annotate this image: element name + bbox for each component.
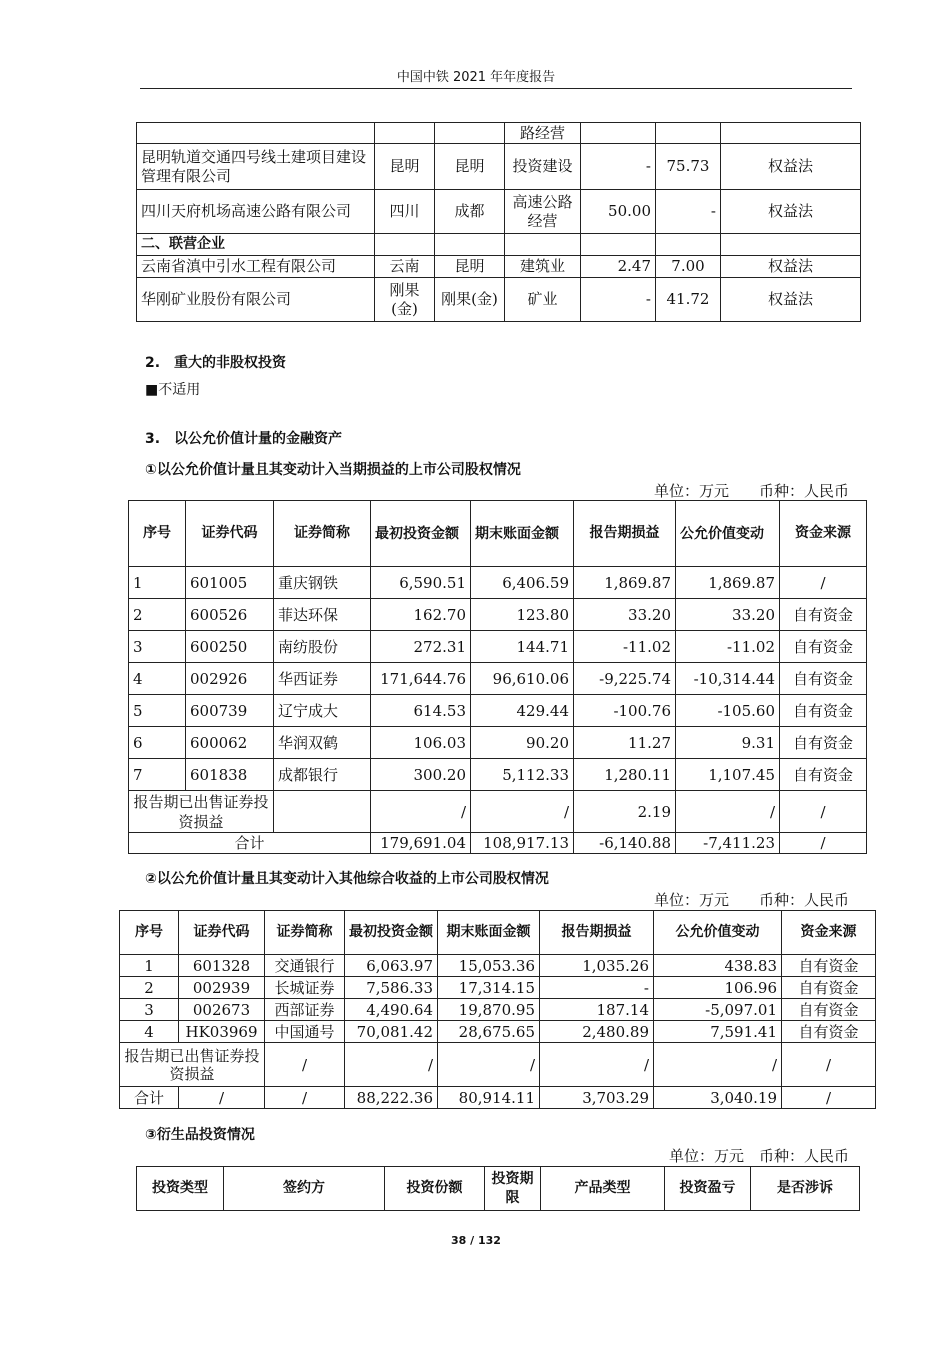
table-cell: 179,691.04 (371, 833, 471, 854)
table-row (137, 234, 861, 256)
table-cell: 75.73 (656, 144, 721, 190)
column-header: 报告期损益 (574, 501, 676, 567)
table-cell: 高速公路经营 (505, 190, 581, 234)
table-cell: - (540, 977, 654, 999)
column-header: 是否涉诉 (751, 1167, 860, 1211)
table-cell: 四川 (375, 190, 435, 234)
table-cell: 刚果(金) (375, 278, 435, 322)
table-cell: 6,406.59 (471, 567, 574, 599)
unit-label: 单位：万元 币种：人民币 (653, 482, 849, 500)
page-header: 中国中铁 2021 年年度报告 (396, 70, 556, 85)
table-cell: 中国通号 (265, 1021, 345, 1043)
table-cell: 600250 (186, 631, 274, 663)
table-cell: 自有资金 (780, 599, 867, 631)
table-cell: 5,112.33 (471, 759, 574, 791)
table-cell: 002926 (186, 663, 274, 695)
table-row (120, 1021, 876, 1043)
table-cell: 600062 (186, 727, 274, 759)
section-label: 二、联营企业 (137, 234, 375, 256)
table-cell: 权益法 (721, 256, 861, 278)
table-cell: 272.31 (371, 631, 471, 663)
table-cell: 88,222.36 (345, 1087, 438, 1109)
table-row (129, 791, 867, 833)
derivative-table (136, 1166, 860, 1211)
column-header: 报告期损益 (540, 911, 654, 955)
column-header: 最初投资金额 (345, 911, 438, 955)
table-cell: / (471, 791, 574, 833)
table-row (120, 1087, 876, 1109)
header-rule (140, 88, 852, 89)
table-cell: 4,490.64 (345, 999, 438, 1021)
table-cell: 90.20 (471, 727, 574, 759)
table-cell: 合计 (120, 1087, 179, 1109)
table-cell: -6,140.88 (574, 833, 676, 854)
section-3-title: 3. 以公允价值计量的金融资产 (145, 431, 343, 447)
table-cell: / (179, 1087, 265, 1109)
table-cell: 西部证券 (265, 999, 345, 1021)
table-cell: / (780, 833, 867, 854)
table-cell: / (782, 1087, 876, 1109)
table-row (137, 144, 861, 190)
table-row (137, 278, 861, 322)
table-cell: -7,411.23 (676, 833, 780, 854)
table-cell: 昆明 (435, 256, 505, 278)
table-cell: 002673 (179, 999, 265, 1021)
investee-table (136, 122, 861, 322)
table-cell: 17,314.15 (438, 977, 540, 999)
unit-label: 单位：万元 币种：人民币 (668, 1147, 849, 1165)
table-cell: 成都银行 (274, 759, 371, 791)
table-cell: 600526 (186, 599, 274, 631)
column-header: 序号 (120, 911, 179, 955)
table-cell: 15,053.36 (438, 955, 540, 977)
table-cell: 1,107.45 (676, 759, 780, 791)
table-row (129, 759, 867, 791)
table-row (129, 727, 867, 759)
table-cell: 438.83 (654, 955, 782, 977)
column-header: 产品类型 (541, 1167, 665, 1211)
table-cell: 601838 (186, 759, 274, 791)
table-cell: 41.72 (656, 278, 721, 322)
table-cell: 自有资金 (780, 695, 867, 727)
column-header: 投资期限 (485, 1167, 541, 1211)
table-cell: -9,225.74 (574, 663, 676, 695)
table-cell: 4 (129, 663, 186, 695)
table-row (129, 663, 867, 695)
table-cell: 3,703.29 (540, 1087, 654, 1109)
table-cell: / (371, 791, 471, 833)
table-cell: 昆明 (375, 144, 435, 190)
column-header: 证券简称 (265, 911, 345, 955)
table-cell: -10,314.44 (676, 663, 780, 695)
table-cell: 辽宁成大 (274, 695, 371, 727)
table-cell: 106.96 (654, 977, 782, 999)
table-cell: 路经营 (505, 123, 581, 144)
column-header: 公允价值变动 (676, 501, 780, 567)
table-cell: / (540, 1043, 654, 1087)
table-cell: 华润双鹤 (274, 727, 371, 759)
table-cell: / (676, 791, 780, 833)
table-row (137, 123, 861, 144)
column-header: 投资类型 (137, 1167, 224, 1211)
table-cell: 交通银行 (265, 955, 345, 977)
table-cell: 33.20 (676, 599, 780, 631)
table-cell: 云南省滇中引水工程有限公司 (137, 256, 375, 278)
table-cell: / (782, 1043, 876, 1087)
table-cell: 自有资金 (782, 999, 876, 1021)
table-cell: 3 (120, 999, 179, 1021)
table-header-row (120, 911, 876, 955)
table-cell: 11.27 (574, 727, 676, 759)
table-cell: 7,586.33 (345, 977, 438, 999)
table-row (120, 977, 876, 999)
table-cell: 171,644.76 (371, 663, 471, 695)
table-cell: 162.70 (371, 599, 471, 631)
table-cell: 5 (129, 695, 186, 727)
table-cell: - (581, 144, 656, 190)
column-header: 序号 (129, 501, 186, 567)
table-cell: 3,040.19 (654, 1087, 782, 1109)
table-cell: / (265, 1043, 345, 1087)
section-2-title: 2. 重大的非股权投资 (145, 355, 287, 371)
table-cell: 自有资金 (780, 663, 867, 695)
subsection-3-title: ③衍生品投资情况 (145, 1127, 255, 1143)
table-cell: 成都 (435, 190, 505, 234)
table-cell: / (780, 567, 867, 599)
table-cell: 自有资金 (780, 759, 867, 791)
table-cell: 报告期已出售证券投资损益 (120, 1043, 265, 1087)
table-cell: 刚果(金) (435, 278, 505, 322)
table-cell: 华西证券 (274, 663, 371, 695)
table-cell: 昆明轨道交通四号线土建项目建设管理有限公司 (137, 144, 375, 190)
page-number: 38 / 132 (451, 1234, 501, 1247)
table-cell: 菲达环保 (274, 599, 371, 631)
subsection-2-title: ②以公允价值计量且其变动计入其他综合收益的上市公司股权情况 (145, 871, 549, 887)
table-cell: / (780, 791, 867, 833)
table-cell: 权益法 (721, 190, 861, 234)
column-header: 期末账面金额 (438, 911, 540, 955)
column-header: 证券代码 (179, 911, 265, 955)
column-header: 资金来源 (782, 911, 876, 955)
table-cell: 6,590.51 (371, 567, 471, 599)
table-cell: 33.20 (574, 599, 676, 631)
table-cell: 3 (129, 631, 186, 663)
column-header: 最初投资金额 (371, 501, 471, 567)
table-cell: 187.14 (540, 999, 654, 1021)
table-cell: 6 (129, 727, 186, 759)
table-cell: 300.20 (371, 759, 471, 791)
table-cell: 南纺股份 (274, 631, 371, 663)
table-row (137, 256, 861, 278)
column-header: 期末账面金额 (471, 501, 574, 567)
table-cell: 614.53 (371, 695, 471, 727)
table-cell: 1 (129, 567, 186, 599)
table-cell: 矿业 (505, 278, 581, 322)
not-applicable-note: ■不适用 (145, 382, 201, 398)
table-row (120, 1043, 876, 1087)
table-cell: 四川天府机场高速公路有限公司 (137, 190, 375, 234)
table-cell: 70,081.42 (345, 1021, 438, 1043)
table-row (129, 695, 867, 727)
table-cell: 144.71 (471, 631, 574, 663)
table-row (120, 999, 876, 1021)
table-cell: -100.76 (574, 695, 676, 727)
table-cell: 80,914.11 (438, 1087, 540, 1109)
table-cell: 合计 (129, 833, 371, 854)
column-header: 资金来源 (780, 501, 867, 567)
table-cell: -5,097.01 (654, 999, 782, 1021)
table-row (129, 631, 867, 663)
table-cell: - (581, 278, 656, 322)
table-cell: 2 (120, 977, 179, 999)
table-cell: 建筑业 (505, 256, 581, 278)
table-cell: 1,869.87 (574, 567, 676, 599)
table-cell: 2,480.89 (540, 1021, 654, 1043)
table-cell: 自有资金 (780, 727, 867, 759)
table-cell: 601005 (186, 567, 274, 599)
table-cell: 2.19 (574, 791, 676, 833)
table-cell: 96,610.06 (471, 663, 574, 695)
table-cell: 报告期已出售证券投资损益 (129, 791, 274, 833)
table-cell: / (654, 1043, 782, 1087)
table-cell: 华刚矿业股份有限公司 (137, 278, 375, 322)
table-cell: 50.00 (581, 190, 656, 234)
table-row (120, 955, 876, 977)
table-cell: / (438, 1043, 540, 1087)
column-header: 证券简称 (274, 501, 371, 567)
table-cell: 自有资金 (782, 955, 876, 977)
table-header-row (129, 501, 867, 567)
column-header: 投资盈亏 (665, 1167, 751, 1211)
table-cell: 7,591.41 (654, 1021, 782, 1043)
table-cell: 2.47 (581, 256, 656, 278)
table-cell: 6,063.97 (345, 955, 438, 977)
table-header-row (137, 1167, 860, 1211)
table-cell: 106.03 (371, 727, 471, 759)
subsection-1-title: ①以公允价值计量且其变动计入当期损益的上市公司股权情况 (145, 462, 521, 478)
table-cell: 重庆钢铁 (274, 567, 371, 599)
table-cell: -11.02 (676, 631, 780, 663)
table-cell: / (345, 1043, 438, 1087)
table-cell: 自有资金 (780, 631, 867, 663)
column-header: 公允价值变动 (654, 911, 782, 955)
column-header: 签约方 (224, 1167, 385, 1211)
table-cell: 投资建设 (505, 144, 581, 190)
table-cell: 自有资金 (782, 977, 876, 999)
table-cell: 28,675.65 (438, 1021, 540, 1043)
table-cell: 自有资金 (782, 1021, 876, 1043)
table-cell: 2 (129, 599, 186, 631)
table-cell: 429.44 (471, 695, 574, 727)
table-cell: -105.60 (676, 695, 780, 727)
table-cell: 1,280.11 (574, 759, 676, 791)
column-header: 证券代码 (186, 501, 274, 567)
table-cell: 4 (120, 1021, 179, 1043)
table-cell: 108,917.13 (471, 833, 574, 854)
table-cell: HK03969 (179, 1021, 265, 1043)
table-cell: 昆明 (435, 144, 505, 190)
table-cell: 002939 (179, 977, 265, 999)
table-row (129, 833, 867, 854)
table-cell: 1,035.26 (540, 955, 654, 977)
table-row (137, 190, 861, 234)
table-cell: 1,869.87 (676, 567, 780, 599)
table-cell: 600739 (186, 695, 274, 727)
table-cell: / (265, 1087, 345, 1109)
table-cell: 权益法 (721, 144, 861, 190)
table-cell: -11.02 (574, 631, 676, 663)
table-cell: 601328 (179, 955, 265, 977)
column-header: 投资份额 (385, 1167, 485, 1211)
table-cell: 权益法 (721, 278, 861, 322)
table-cell: 9.31 (676, 727, 780, 759)
table-cell: 7.00 (656, 256, 721, 278)
table-cell: 123.80 (471, 599, 574, 631)
table-row (129, 599, 867, 631)
table-cell: 7 (129, 759, 186, 791)
table-cell: 长城证券 (265, 977, 345, 999)
table-cell: - (656, 190, 721, 234)
table-cell: 云南 (375, 256, 435, 278)
table-row (129, 567, 867, 599)
unit-label: 单位：万元 币种：人民币 (653, 891, 849, 909)
table-cell: 1 (120, 955, 179, 977)
fvtpl-equity-table (128, 500, 867, 854)
fvoci-equity-table (119, 910, 876, 1109)
table-cell: 19,870.95 (438, 999, 540, 1021)
